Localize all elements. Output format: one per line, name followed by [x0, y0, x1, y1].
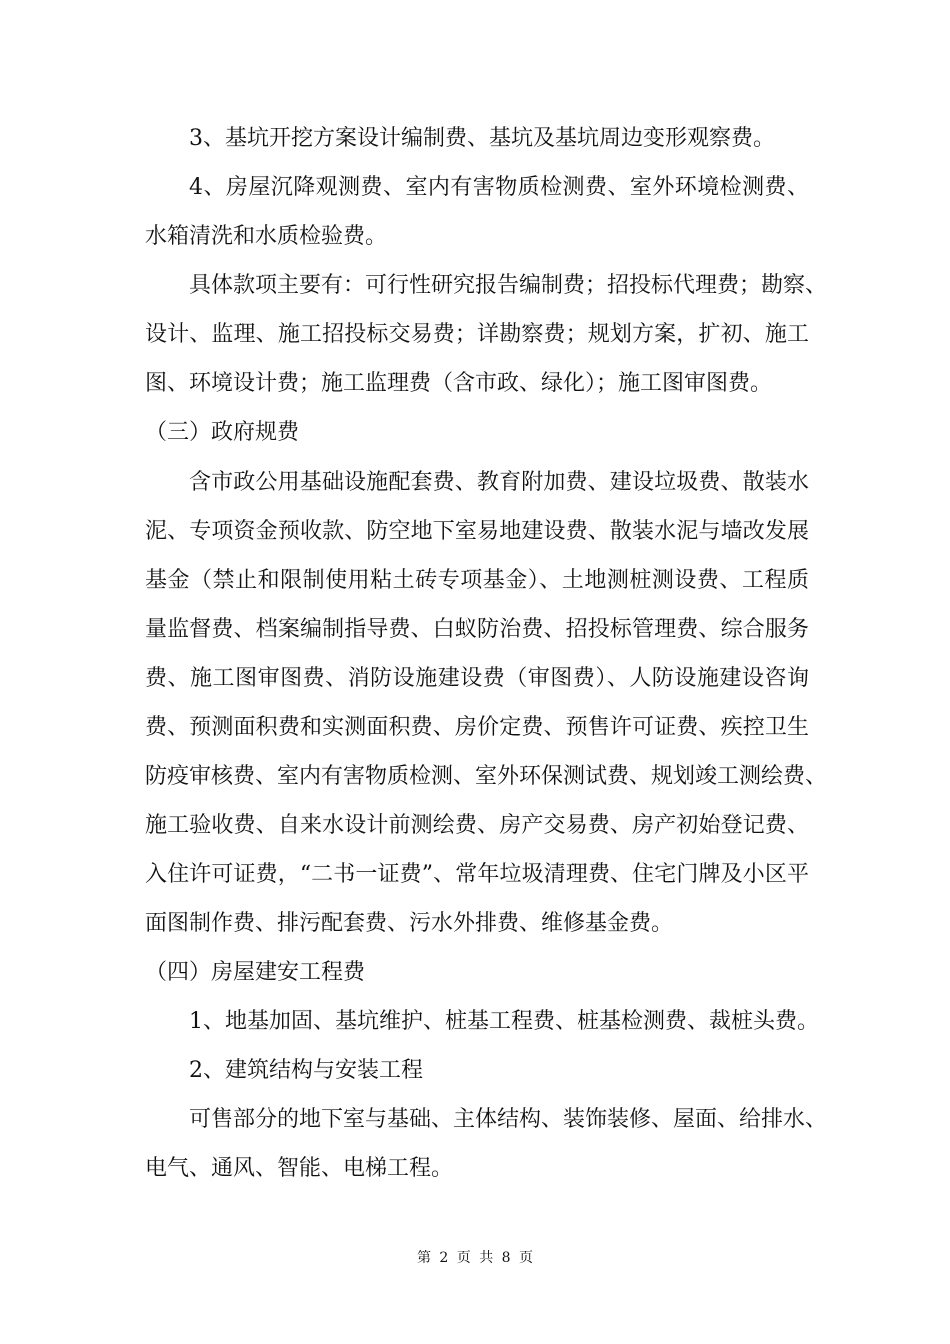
paragraph-line: 基金（禁止和限制使用粘土砖专项基金）、土地测桩测设费、工程质 — [145, 568, 809, 593]
paragraph-line: 施工验收费、自来水设计前测绘费、房产交易费、房产初始登记费、 — [145, 813, 809, 838]
section-heading: （三）政府规费 — [145, 420, 300, 445]
paragraph-line: 泥、专项资金预收款、防空地下室易地建设费、散装水泥与墙改发展 — [145, 519, 809, 544]
paragraph-line: 具体款项主要有：可行性研究报告编制费；招投标代理费；勘察、 — [189, 273, 828, 298]
paragraph-line: 防疫审核费、室内有害物质检测、室外环保测试费、规划竣工测绘费、 — [145, 764, 828, 789]
paragraph-line: 3、基坑开挖方案设计编制费、基坑及基坑周边变形观察费。 — [189, 126, 775, 151]
paragraph-line: 含市政公用基础设施配套费、教育附加费、建设垃圾费、散装水 — [189, 470, 809, 495]
paragraph-line: 面图制作费、排污配套费、污水外排费、维修基金费。 — [145, 911, 674, 936]
section-heading: （四）房屋建安工程费 — [145, 960, 366, 985]
paragraph-line: 4、房屋沉降观测费、室内有害物质检测费、室外环境检测费、 — [189, 175, 809, 200]
paragraph-line: 1、地基加固、基坑维护、桩基工程费、桩基检测费、裁桩头费。 — [189, 1009, 819, 1034]
paragraph-line: 图、环境设计费；施工监理费（含市政、绿化）；施工图审图费。 — [145, 371, 773, 396]
paragraph-line: 电气、通风、智能、电梯工程。 — [145, 1156, 454, 1181]
subsection-heading: 2、建筑结构与安装工程 — [189, 1058, 423, 1083]
paragraph-line: 设计、监理、施工招投标交易费；详勘察费；规划方案，扩初、施工 — [145, 322, 809, 347]
paragraph-line: 入住许可证费，“二书一证费”、常年垃圾清理费、住宅门牌及小区平 — [145, 862, 809, 887]
paragraph-line: 费、预测面积费和实测面积费、房价定费、预售许可证费、疾控卫生 — [145, 715, 809, 740]
paragraph-line: 量监督费、档案编制指导费、白蚁防治费、招投标管理费、综合服务 — [145, 617, 809, 642]
paragraph-line: 水箱清洗和水质检验费。 — [145, 224, 388, 249]
page-number-footer: 第 2 页 共 8 页 — [416, 1250, 534, 1266]
paragraph-line: 费、施工图审图费、消防设施建设费（审图费）、人防设施建设咨询 — [145, 666, 809, 691]
paragraph-line: 可售部分的地下室与基础、主体结构、装饰装修、屋面、给排水、 — [189, 1107, 828, 1132]
